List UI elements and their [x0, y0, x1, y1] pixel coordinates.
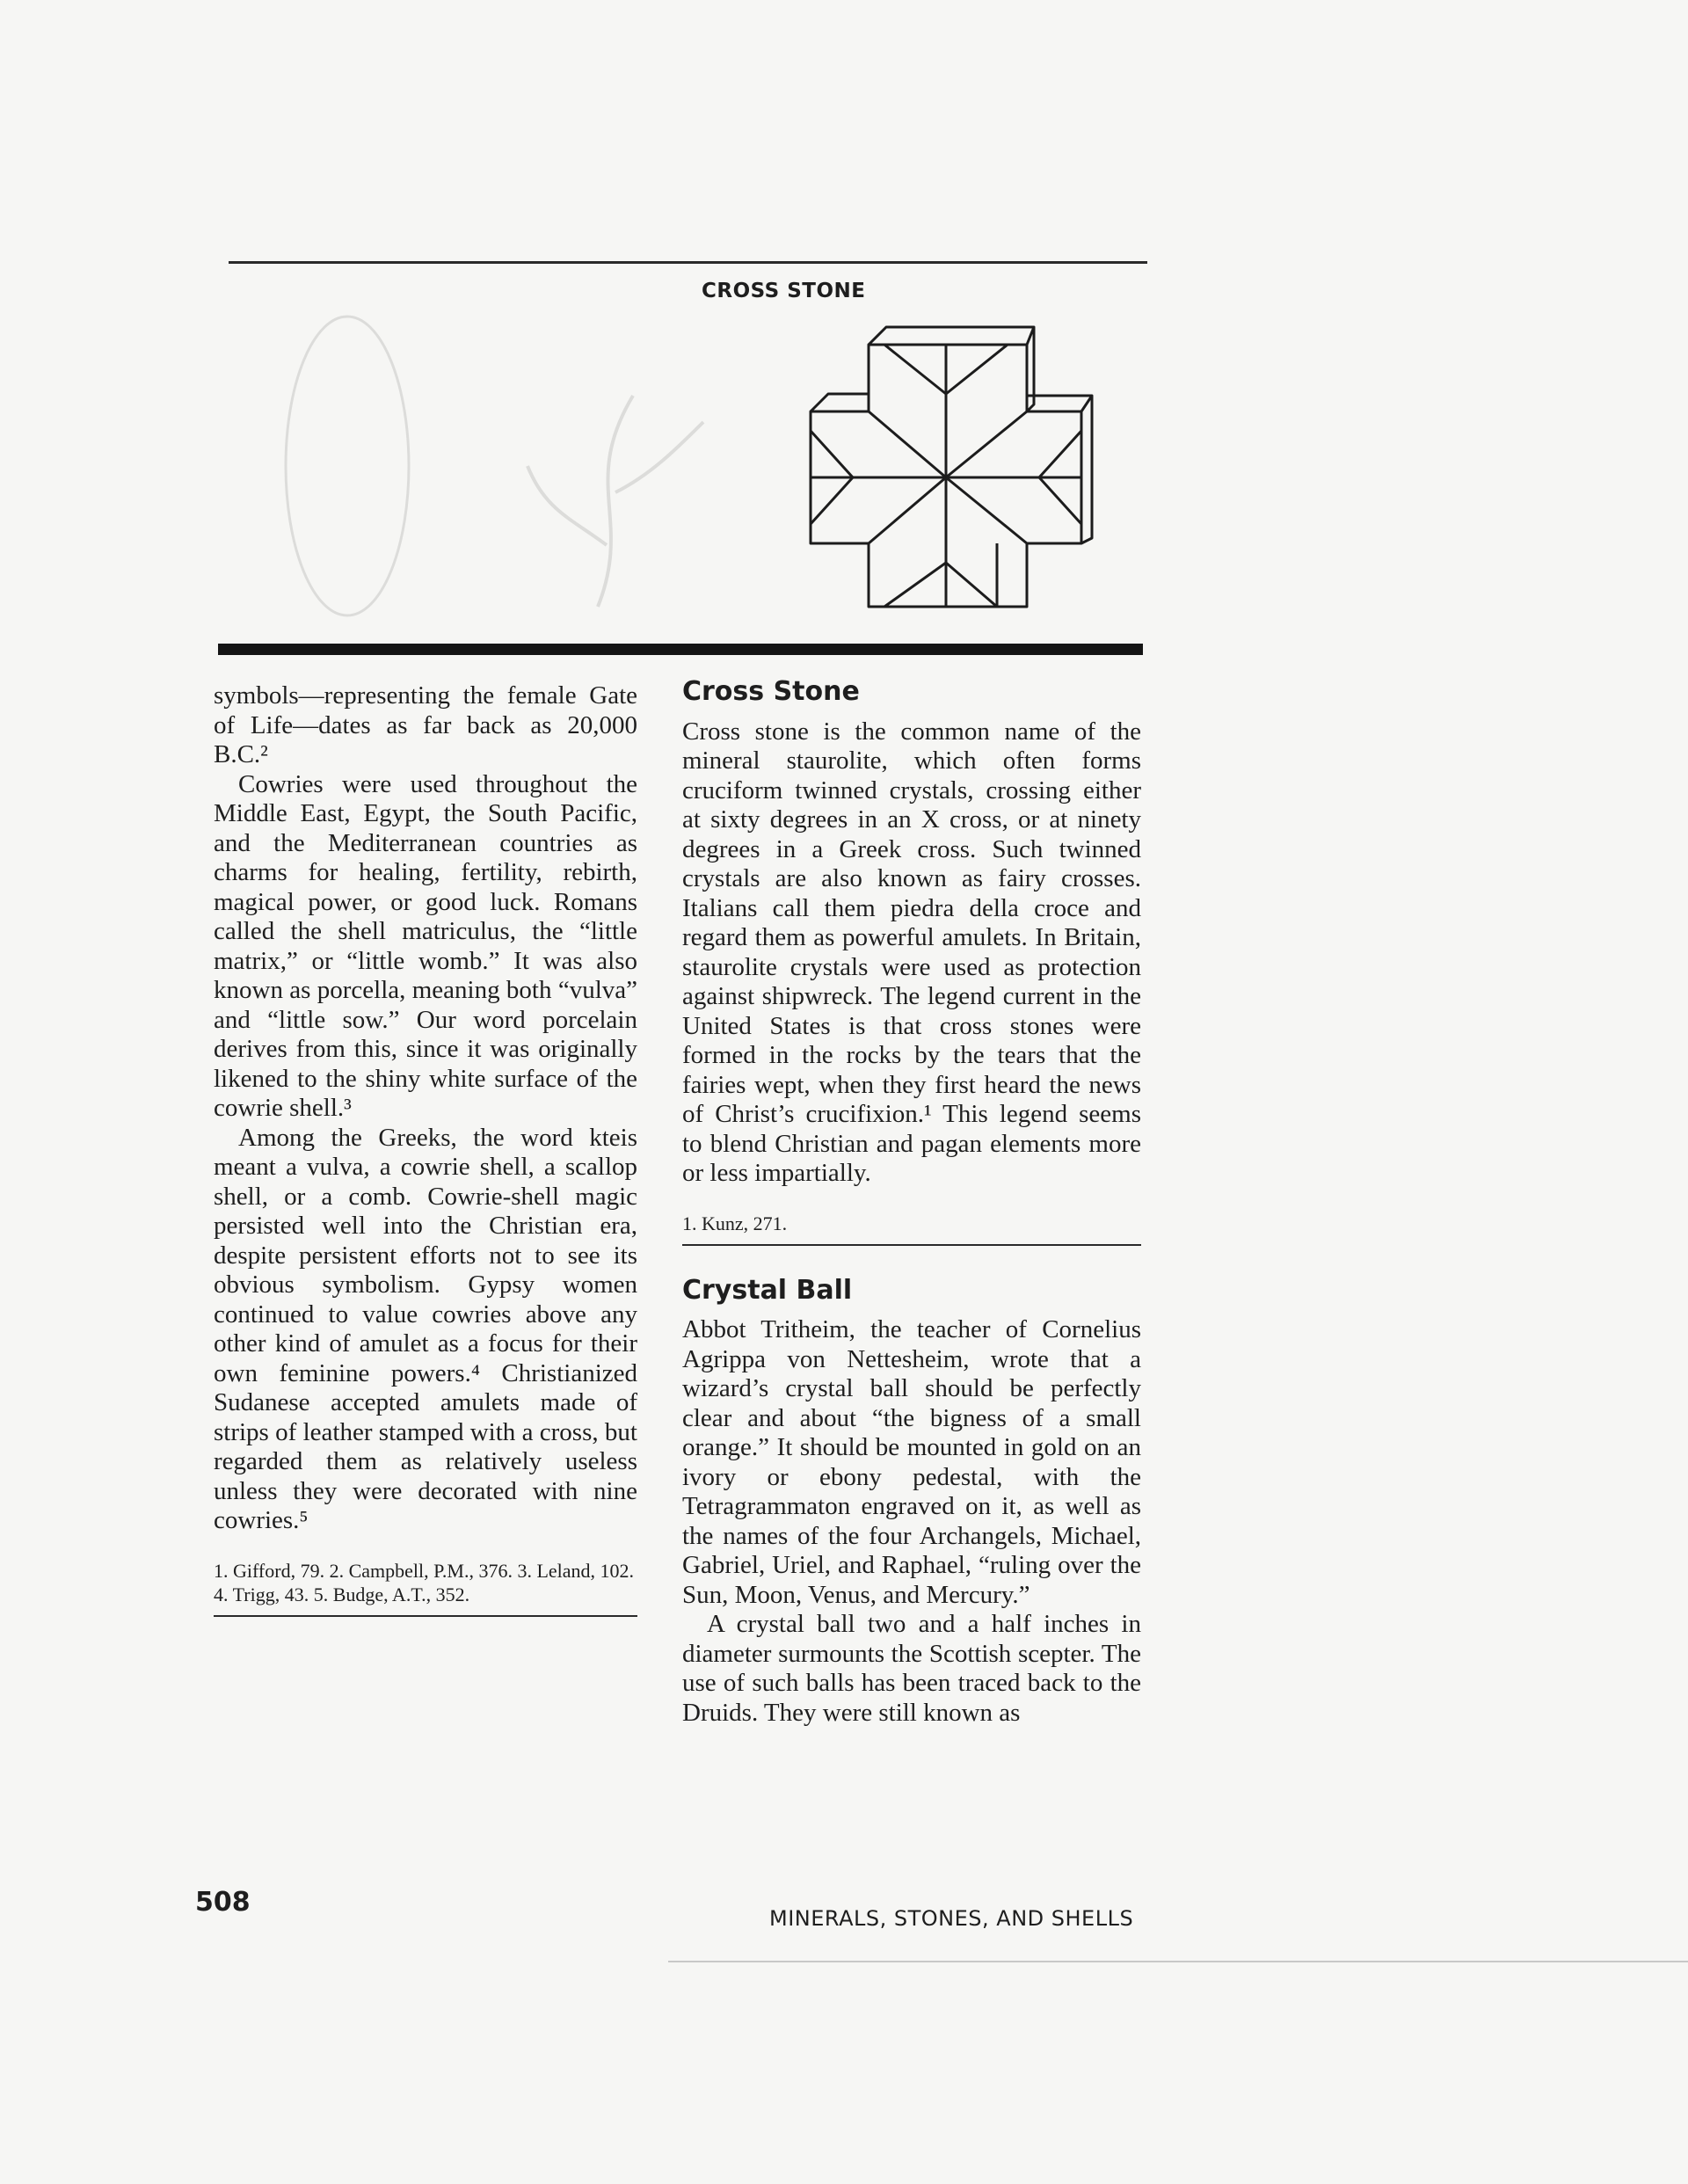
footnotes: 1. Gifford, 79. 2. Campbell, P.M., 376. 3. Leland, 102. 4. Trigg, 43. 5. Budge, A.T., 352.: [214, 1559, 635, 1605]
left-column: [214, 681, 637, 1617]
show-through-illustration: [264, 290, 809, 624]
cross-stone-illustration: [797, 308, 1095, 608]
paragraph: Among the Greeks, the word kteis meant a vulva, a cowrie shell, a scallop shell, or a comb. Cowrie-shell magic persisted well into the Christian era, despite persistent efforts not to see its obvious symbolism. Gypsy women continued to value cowries above any other kind of amulet as a focus for their own feminine powers.⁴ Christianized Sudanese accepted amulets made of strips of leather stamped with a cross, but regarded them as relatively useless unless they were decorated with nine cowries.⁵: [214, 1123, 637, 1534]
paragraph: symbols—representing the female Gate of Life—dates as far back as 20,000 B.C.²: [214, 681, 637, 768]
page-number: 508: [195, 1887, 251, 1918]
paragraph: Abbot Tritheim, the teacher of Cornelius Agrippa von Nettesheim, wrote that a wizard’s crystal ball should be perfectly clear and about “the bigness of a small orange.” It should be mounted in gold on an ivory or ebony pedestal, with the Tetragrammaton engraved on it, as well as the names of the four Archangels, Michael, Gabriel, Uriel, and Raphael, “ruling over the Sun, Moon, Venus, and Mercury.”: [682, 1315, 1141, 1609]
notes-rule: [682, 1244, 1141, 1246]
section-heading-cross-stone: Cross Stone: [682, 676, 860, 707]
section-rule: [218, 644, 1143, 655]
top-rule: [229, 261, 1147, 264]
paragraph: Cross stone is the common name of the mineral staurolite, which often forms cruciform twinned crystals, crossing either at sixty degrees in an X cross, or at ninety degrees in a Greek cross. Such twinned crystals are also known as fairy crosses. Italians call them piedra della croce and regard them as powerful amulets. In Britain, staurolite crystals were used as protection against shipwreck. The legend current in the United States is that cross stones were formed in the rocks by the tears that the fairies wept, when they first heard the news of Christ’s crucifixion.¹ This legend seems to blend Christian and pagan elements more or less impartially.: [682, 717, 1141, 1187]
section-heading-crystal-ball: Crystal Ball: [682, 1274, 853, 1306]
running-head: MINERALS, STONES, AND SHELLS: [769, 1906, 1134, 1931]
paragraph: A crystal ball two and a half inches in diameter surmounts the Scottish scepter. The use of such balls has been traced back to the Druids. They were still known as: [682, 1610, 1141, 1727]
footnotes: 1. Kunz, 271.: [682, 1212, 788, 1234]
figure-caption: CROSS STONE: [702, 280, 866, 302]
notes-rule: [214, 1615, 637, 1617]
right-column: [682, 677, 1141, 1728]
scan-edge-line: [668, 1961, 1688, 1962]
paragraph: Cowries were used throughout the Middle East, Egypt, the South Pacific, and the Mediterranean countries as charms for healing, fertility, rebirth, magical power, or good luck. Romans called the shell matriculus, the “little matrix,” or “little womb.” It was also known as porcella, meaning both “vulva” and “little sow.” Our word porcelain derives from this, since it was originally likened to the shiny white surface of the cowrie shell.³: [214, 769, 637, 1122]
